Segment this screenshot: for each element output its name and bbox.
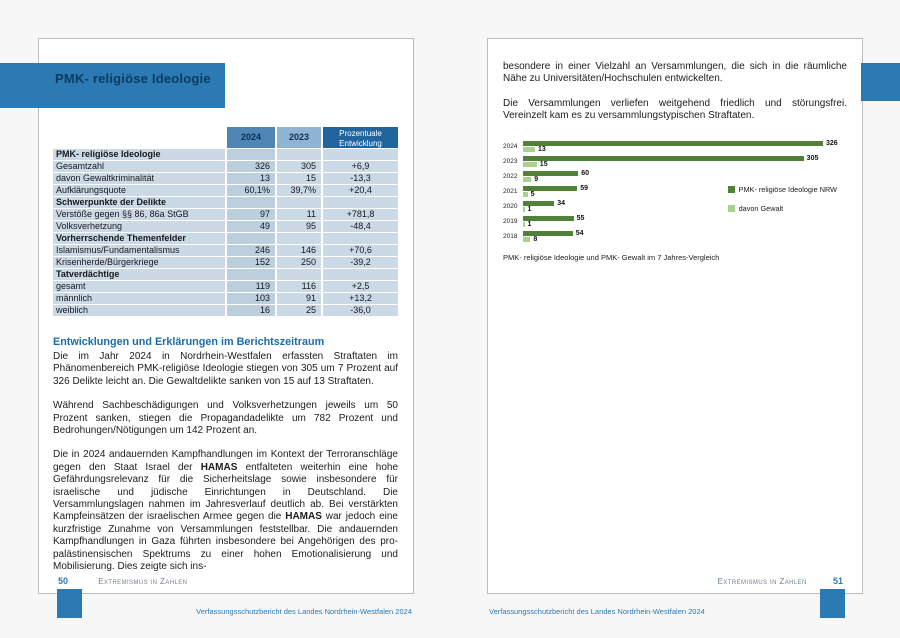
chart-year-group	[503, 141, 847, 153]
table-header-empty	[53, 127, 225, 148]
row-label: Schwerpunkte der Delikte	[53, 197, 225, 208]
table-row	[53, 197, 398, 208]
value-2024: 246	[227, 245, 275, 256]
section-heading: Entwicklungen und Erklärungen im Berichtszeitraum	[53, 336, 325, 348]
value-pct: +20,4	[323, 185, 398, 196]
bar-total	[523, 156, 804, 161]
left-page-content	[39, 39, 413, 574]
bar-total	[523, 171, 578, 176]
legend-swatch	[728, 205, 735, 212]
row-label: weiblich	[53, 305, 225, 316]
row-label: Tatverdächtige	[53, 269, 225, 280]
value-2023: 146	[277, 245, 321, 256]
chart-year-label: 2019	[503, 218, 518, 226]
chart-legend	[728, 185, 837, 223]
bottom-tab-right	[820, 589, 845, 618]
chapter-band-stub	[861, 63, 900, 101]
chapter-title-band	[0, 63, 225, 108]
value-2023: 15	[277, 173, 321, 184]
legend-label: davon Gewalt	[738, 203, 784, 213]
chart-caption: PMK- religiöse Ideologie und PMK- Gewalt im 7 Jahres-Vergleich	[503, 252, 720, 262]
value-2024: 60,1%	[227, 185, 275, 196]
bar-value-label: 1	[527, 205, 532, 213]
bottom-tab-left	[57, 589, 82, 618]
table-row	[53, 161, 398, 172]
table-header-row	[53, 127, 398, 148]
page-footer	[58, 576, 187, 586]
footer-section-label: Extremismus in Zahlen	[717, 577, 807, 586]
row-label: Aufklärungsquote	[53, 185, 225, 196]
row-label: Gesamtzahl	[53, 161, 225, 172]
value-2023	[277, 269, 321, 280]
table-header-pct: Prozentuale Entwicklung	[323, 127, 398, 148]
value-2023	[277, 233, 321, 244]
table-row	[53, 209, 398, 220]
legend-entry	[728, 185, 837, 194]
table-row	[53, 185, 398, 196]
bar-value-label: 55	[576, 214, 585, 222]
chart-year-group	[503, 231, 847, 243]
chart-year-label: 2022	[503, 173, 518, 181]
paragraph: Die im Jahr 2024 in Nordrhein-Westfalen erfassten Straftaten im Phänomenbereich PMK-religiöse Ideologie stiegen von 305 um 7 Prozent auf 326 Delikte leicht an. Die Gewaltdelikte sanken von 15 auf 13 Straftaten.	[53, 351, 398, 387]
bar-value-label: 305	[806, 154, 819, 162]
value-2024: 103	[227, 293, 275, 304]
value-2024: 16	[227, 305, 275, 316]
value-pct	[323, 149, 398, 160]
page-left	[38, 38, 414, 594]
chapter-title: PMK- religiöse Ideologie	[55, 71, 211, 86]
paragraph: besondere in einer Vielzahl an Versammlungen, die sich in die räumliche Nähe zu Universitäten/Hochschulen entwickelten.	[503, 61, 847, 85]
value-pct: -39,2	[323, 257, 398, 268]
row-label: Krisenherde/Bürgerkriege	[53, 257, 225, 268]
bar-gewalt	[523, 207, 525, 212]
bar-value-label: 5	[530, 190, 535, 198]
chart-year-group	[503, 156, 847, 168]
bar-total	[523, 231, 573, 236]
row-label: Islamismus/Fundamentalismus	[53, 245, 225, 256]
chart-year-label: 2024	[503, 143, 518, 151]
bar-value-label: 8	[533, 235, 538, 243]
table-row	[53, 221, 398, 232]
table-row	[53, 233, 398, 244]
bar-total	[523, 141, 823, 146]
value-2024	[227, 269, 275, 280]
row-label: gesamt	[53, 281, 225, 292]
value-2024: 97	[227, 209, 275, 220]
bar-value-label: 15	[539, 160, 548, 168]
table-row	[53, 257, 398, 268]
value-2023: 250	[277, 257, 321, 268]
bar-value-label: 59	[580, 184, 589, 192]
row-label: Vorherrschende Themenfelder	[53, 233, 225, 244]
table-row	[53, 245, 398, 256]
value-pct	[323, 233, 398, 244]
paragraph: Die Versammlungen verliefen weitgehend friedlich und störungsfrei. Vereinzelt kam es zu versammlungstypischen Straftaten.	[503, 97, 847, 122]
value-pct: +2,5	[323, 281, 398, 292]
bar-chart	[503, 141, 847, 243]
table-row	[53, 293, 398, 304]
value-2024: 119	[227, 281, 275, 292]
chart-year-label: 2018	[503, 233, 518, 241]
bar-gewalt	[523, 162, 537, 167]
chart-year-label: 2023	[503, 158, 518, 166]
bar-gewalt	[523, 237, 530, 242]
page-number: 50	[58, 576, 69, 586]
page-footer	[718, 576, 843, 586]
bar-value-label: 13	[537, 145, 546, 153]
value-2024: 152	[227, 257, 275, 268]
value-pct: +13,2	[323, 293, 398, 304]
row-label: PMK- religiöse Ideologie	[53, 149, 225, 160]
chart-year-label: 2020	[503, 203, 518, 211]
bar-value-label: 34	[557, 199, 566, 207]
table-body	[53, 149, 398, 316]
value-2023: 25	[277, 305, 321, 316]
bar-value-label: 60	[581, 169, 589, 177]
value-pct: -36,0	[323, 305, 398, 316]
right-page-content	[488, 39, 862, 262]
row-label: Verstöße gegen §§ 86, 86a StGB	[53, 209, 225, 220]
report-title-caption: Verfassungsschutzbericht des Landes Nordrhein-Westfalen 2024	[489, 607, 705, 616]
row-label: Volksverhetzung	[53, 221, 225, 232]
row-label: davon Gewaltkriminalität	[53, 173, 225, 184]
table-row	[53, 269, 398, 280]
report-title-caption: Verfassungsschutzbericht des Landes Nordrhein-Westfalen 2024	[196, 607, 412, 616]
value-2023: 95	[277, 221, 321, 232]
chart-year-label: 2021	[503, 188, 518, 196]
value-2024: 49	[227, 221, 275, 232]
value-2024: 326	[227, 161, 275, 172]
chart-year-group	[503, 171, 847, 183]
paragraph: Die in 2024 andauernden Kampfhandlungen im Kontext der Terroranschläge gegen den Staat Israel der HAMAS entfalteten weiterhin eine hohe Gefährdungsrelevanz für die Sicherheitslage sowie insbesondere für israelische und jüdische Einrichtungen in Deutschland. Die Versammlungslagen nahmen im Jahresverlauf deutlich ab. Bei verstärkten Kampfeinsätzen der israelischen Armee gegen die HAMAS war jedoch eine kurzfristige Zunahme von Versammlungen feststellbar. Die andauernden Kampfhandlungen in Gaza führten insbesondere bei Angehörigen des pro-palästinensischen Spektrums zu einer hohen Emotionalisierung und Mobilisierung. Dies zeigte sich ins-	[53, 449, 399, 573]
page-number: 51	[832, 576, 843, 586]
value-2023: 116	[277, 281, 321, 292]
bar-gewalt	[523, 222, 525, 227]
table-header-2024: 2024	[227, 127, 275, 148]
value-pct	[323, 269, 398, 280]
table-row	[53, 305, 398, 316]
value-2023: 305	[277, 161, 321, 172]
value-2024: 13	[227, 173, 275, 184]
legend-entry	[728, 204, 837, 213]
value-pct: -13,3	[323, 173, 398, 184]
table-header-2023: 2023	[277, 127, 321, 148]
bar-value-label: 326	[826, 139, 838, 147]
value-pct: +781,8	[323, 209, 398, 220]
footer-section-label: Extremismus in Zahlen	[98, 577, 188, 586]
value-pct: +6,9	[323, 161, 398, 172]
bar-value-label: 1	[527, 220, 532, 228]
table-row	[53, 173, 398, 184]
value-2023: 91	[277, 293, 321, 304]
legend-label: PMK- religiöse Ideologie NRW	[738, 184, 837, 194]
table-row	[53, 149, 398, 160]
value-pct: +70,6	[323, 245, 398, 256]
row-label: männlich	[53, 293, 225, 304]
value-pct: -48,4	[323, 221, 398, 232]
value-2024	[227, 233, 275, 244]
paragraph: Während Sachbeschädigungen und Volksverhetzungen jeweils um 50 Prozent sanken, stiegen die Propagandadelikte um 782 Prozent und Bedrohungen/Nötigungen um 142 Prozent an.	[53, 400, 398, 437]
bar-value-label: 54	[575, 229, 584, 237]
bar-value-label: 9	[534, 175, 539, 183]
value-2023: 39,7%	[277, 185, 321, 196]
value-2023	[277, 149, 321, 160]
bar-gewalt	[523, 147, 535, 152]
value-2024	[227, 149, 275, 160]
legend-swatch	[728, 186, 735, 193]
page-right	[487, 38, 863, 594]
statistics-table	[53, 127, 398, 316]
value-2024	[227, 197, 275, 208]
bar-gewalt	[523, 192, 528, 197]
bar-gewalt	[523, 177, 531, 182]
value-2023: 11	[277, 209, 321, 220]
value-pct	[323, 197, 398, 208]
value-2023	[277, 197, 321, 208]
table-row	[53, 281, 398, 292]
